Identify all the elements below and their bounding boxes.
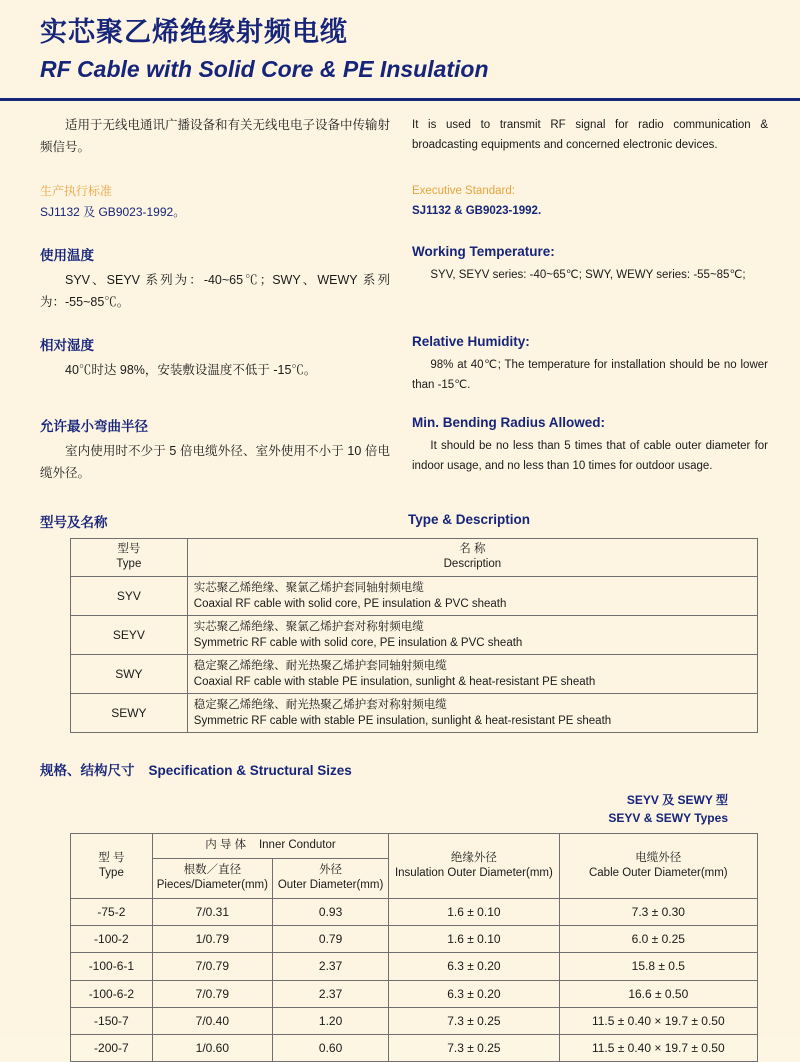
standard-en-column: [404, 181, 768, 224]
cell-insulation-diameter: 1.6 ± 0.10: [389, 899, 559, 926]
table-row: [71, 899, 758, 926]
cell-description: [187, 576, 757, 615]
intro-text-en: It is used to transmit RF signal for radio communication & broadcasting equipments and concerned electronic devices.: [412, 118, 768, 152]
cell-insulation-diameter: 6.3 ± 0.20: [389, 980, 559, 1007]
type-col-header-en: Type: [116, 558, 142, 571]
table-row: [71, 926, 758, 953]
spec-heading-cn: 规格、结构尺寸: [40, 763, 135, 779]
spec-col-insulation-cn: 绝缘外径: [450, 851, 497, 864]
intro-text-cn: 适用于无线电通讯广播设备和有关无线电电子设备中传输射频信号。: [40, 117, 391, 154]
standard-cn-column: [40, 181, 404, 224]
specification-table: [70, 833, 758, 1062]
cell-description-cn: 稳定聚乙烯绝缘、耐光热聚乙烯护套对称射频电缆: [193, 699, 447, 712]
cell-pieces-diameter: 7/0.40: [152, 1007, 272, 1034]
cell-pieces-diameter: 7/0.79: [152, 953, 272, 980]
cell-cable-diameter: 11.5 ± 0.40 × 19.7 ± 0.50: [559, 1007, 757, 1034]
cell-type: SEWY: [71, 694, 188, 733]
cell-outer-diameter: 0.93: [272, 899, 388, 926]
type-table-heading-cn: 型号及名称: [40, 514, 108, 530]
page-title-en: RF Cable with Solid Core & PE Insulation: [40, 56, 489, 83]
table-row: [71, 615, 758, 654]
spec-group-inner-conductor: [152, 834, 388, 859]
intro-section: [40, 115, 768, 159]
cell-outer-diameter: 1.20: [272, 1007, 388, 1034]
cell-type: -150-7: [71, 1007, 153, 1034]
cell-outer-diameter: 2.37: [272, 953, 388, 980]
cell-description: [187, 694, 757, 733]
cell-cable-diameter: 16.6 ± 0.50: [559, 980, 757, 1007]
cell-outer-diameter: 0.60: [272, 1034, 388, 1061]
type-description-headings: [40, 511, 768, 532]
intro-en-column: [404, 115, 768, 159]
table-row: [71, 1007, 758, 1034]
section-body-cn: 40℃时达 98%，安装敷设温度不低于 -15℃。: [65, 362, 317, 377]
type-description-table: [70, 538, 758, 734]
type-col-header-cn: 型号: [117, 542, 141, 555]
table-row: [71, 980, 758, 1007]
section-heading-en: Working Temperature:: [412, 243, 555, 259]
spec-col-outer-cn: 外径: [319, 863, 343, 876]
table-row: [71, 694, 758, 733]
spec-col-outer-en: Outer Diameter(mm): [277, 879, 384, 892]
table-row: [71, 1034, 758, 1061]
cell-type: SWY: [71, 655, 188, 694]
cell-pieces-diameter: 7/0.79: [152, 980, 272, 1007]
section-heading-cn: 使用温度: [40, 247, 94, 263]
cell-insulation-diameter: 7.3 ± 0.25: [389, 1007, 559, 1034]
cell-outer-diameter: 2.37: [272, 980, 388, 1007]
table-row: [71, 576, 758, 615]
cell-description-cn: 稳定聚乙烯绝缘、耐光热聚乙烯护套同轴射频电缆: [193, 660, 447, 673]
spec-headings: [40, 759, 768, 779]
spec-group-en: Inner Condutor: [258, 839, 336, 852]
cell-description-en: Coaxial RF cable with solid core, PE insulation & PVC sheath: [193, 597, 507, 610]
cell-description-cn: 实芯聚乙烯绝缘、聚氯乙烯护套对称射频电缆: [193, 620, 424, 633]
section-heading-cn: 相对湿度: [40, 337, 94, 353]
spec-col-type-en: Type: [98, 867, 124, 880]
cell-cable-diameter: 11.5 ± 0.40 × 19.7 ± 0.50: [559, 1034, 757, 1061]
spec-col-cable-cn: 电缆外径: [635, 851, 682, 864]
table-row: [71, 655, 758, 694]
document-header: [0, 0, 800, 92]
standard-value-cn: SJ1132 及 GB9023-1992。: [40, 205, 186, 220]
section-heading-en: Min. Bending Radius Allowed:: [412, 414, 605, 430]
cell-type: -75-2: [71, 899, 153, 926]
desc-col-header-cn: 名 称: [459, 542, 486, 555]
section-body-en: 98% at 40℃; The temperature for installation should be no lower than -15℃.: [412, 358, 768, 391]
type-table-wrapper: [40, 538, 768, 734]
cell-insulation-diameter: 7.3 ± 0.25: [389, 1034, 559, 1061]
cell-insulation-diameter: 6.3 ± 0.20: [389, 953, 559, 980]
cell-type: -100-6-1: [71, 953, 153, 980]
spec-heading-en: Specification & Structural Sizes: [148, 763, 352, 779]
cell-cable-diameter: 6.0 ± 0.25: [559, 926, 757, 953]
section-heading-cn: 允许最小弯曲半径: [40, 418, 148, 434]
spec-type-note-cn: SEYV 及 SEWY 型: [626, 793, 728, 808]
spec-group-cn: 内 导 体: [205, 839, 247, 852]
intro-cn-column: [40, 115, 404, 159]
cell-type: -200-7: [71, 1034, 153, 1061]
spec-col-pieces-cn: 根数／直径: [183, 863, 242, 876]
cell-type: SEYV: [71, 615, 188, 654]
section-body-en: SYV, SEYV series: -40~65℃; SWY, WEWY series: -55~85℃;: [430, 268, 746, 281]
cell-pieces-diameter: 1/0.60: [152, 1034, 272, 1061]
standard-label-cn: 生产执行标准: [40, 183, 113, 198]
cell-pieces-diameter: 7/0.31: [152, 899, 272, 926]
standard-label-en: Executive Standard:: [412, 184, 515, 197]
desc-col-header-en: Description: [443, 558, 502, 571]
spec-table-wrapper: [40, 833, 768, 1062]
cell-description: [187, 615, 757, 654]
section-working-temperature: [40, 244, 768, 314]
cell-cable-diameter: 7.3 ± 0.30: [559, 899, 757, 926]
cell-insulation-diameter: 1.6 ± 0.10: [389, 926, 559, 953]
spec-col-cable-en: Cable Outer Diameter(mm): [588, 867, 728, 880]
spec-type-note: [40, 791, 768, 827]
table-row: [71, 953, 758, 980]
cell-type: -100-6-2: [71, 980, 153, 1007]
section-min-bending-radius: [40, 415, 768, 485]
spec-col-pieces-en: Pieces/Diameter(mm): [156, 879, 268, 892]
cell-description-cn: 实芯聚乙烯绝缘、聚氯乙烯护套同轴射频电缆: [193, 581, 424, 594]
cell-description-en: Symmetric RF cable with solid core, PE insulation & PVC sheath: [193, 636, 523, 649]
cell-pieces-diameter: 1/0.79: [152, 926, 272, 953]
section-heading-en: Relative Humidity:: [412, 333, 530, 349]
document-content: [0, 115, 800, 1062]
cell-type: -100-2: [71, 926, 153, 953]
header-divider: [0, 98, 800, 101]
section-body-en: It should be no less than 5 times that of cable outer diameter for indoor usage, and no less than 10 times for outdoor usage.: [412, 439, 768, 473]
section-body-cn: SYV、SEYV 系列为：-40~65℃；SWY、WEWY 系列为：-55~85℃。: [40, 272, 390, 309]
type-table-heading-en: Type & Description: [408, 511, 531, 527]
cell-outer-diameter: 0.79: [272, 926, 388, 953]
spec-col-insulation-en: Insulation Outer Diameter(mm): [394, 867, 553, 880]
table-header-row: [71, 538, 758, 576]
cell-cable-diameter: 15.8 ± 0.5: [559, 953, 757, 980]
spec-type-note-en: SEYV & SEWY Types: [608, 811, 728, 826]
cell-description-en: Symmetric RF cable with stable PE insulation, sunlight & heat-resistant PE sheath: [193, 715, 612, 728]
standard-section: [40, 181, 768, 224]
table-header-row-top: [71, 834, 758, 859]
section-body-cn: 室内使用时不少于 5 倍电缆外径、室外使用不小于 10 倍电缆外径。: [40, 443, 390, 480]
standard-value-en: SJ1132 & GB9023-1992.: [412, 205, 542, 218]
cell-type: SYV: [71, 576, 188, 615]
section-relative-humidity: [40, 334, 768, 395]
page-title-cn: 实芯聚乙烯绝缘射频电缆: [40, 17, 348, 47]
cell-description: [187, 655, 757, 694]
spec-col-type-cn: 型 号: [98, 851, 125, 864]
cell-description-en: Coaxial RF cable with stable PE insulation, sunlight & heat-resistant PE sheath: [193, 676, 596, 689]
